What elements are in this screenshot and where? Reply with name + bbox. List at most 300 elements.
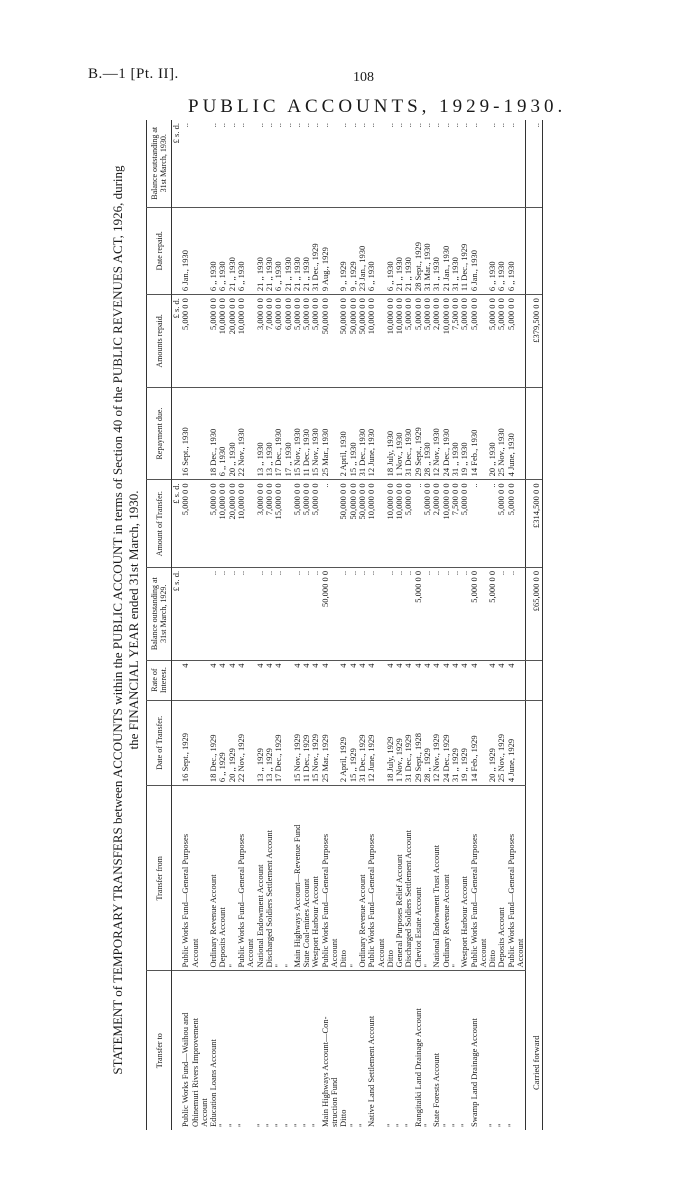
cell-date-of-transfer: 28 ,, 1929: [423, 700, 432, 785]
cell-balance-1929: [516, 567, 526, 660]
cell-date-repaid: 21 ,, 1930: [404, 207, 413, 295]
cell-date-repaid: 31 ,, 1930: [451, 207, 460, 295]
cell-balance-1929: ..: [302, 567, 311, 660]
cell-balance-1929: ..: [451, 567, 460, 660]
cell-transfer-from: Deposits Account: [497, 786, 506, 971]
cell-date-repaid: 6 Jan., 1930: [181, 207, 190, 295]
cell-balance-1929: 50,000 0 0: [321, 567, 330, 660]
cell-date-of-transfer: 22 Nov., 1929: [237, 700, 246, 785]
cell-amount-repaid: 5,000 0 0: [488, 295, 497, 388]
cell-transfer-from: Discharged Soldiers Settlement Account: [265, 786, 274, 971]
cell-amount-repaid: 5,000 0 0: [293, 295, 302, 388]
cell-transfer-from: Ditto: [339, 786, 348, 971]
cell-date-of-transfer: 29 Sept., 1928: [414, 700, 423, 785]
cell-transfer-from: State Coal-mines Account: [302, 786, 311, 971]
cell-date-of-transfer: 17 Dec., 1929: [274, 700, 283, 785]
cell-amount: 50,000 0 0: [349, 480, 358, 568]
cell-date-repaid: 6 ,, 1930: [386, 207, 395, 295]
col-amounts-repaid: Amounts repaid.: [147, 295, 172, 388]
col-balance-1929: Balance outstanding at 31st March, 1929.: [147, 567, 172, 660]
cell-rate: 4: [404, 660, 413, 700]
cell-transfer-to: ": [423, 971, 432, 1130]
carried-forward-repaid: £379,500 0 0: [526, 295, 542, 388]
cell-balance-1930: [516, 120, 526, 207]
cell-balance-1929: ..: [237, 567, 246, 660]
cell-date-repaid: 6 ,, 1930: [209, 207, 218, 295]
cell-rate: 4: [256, 660, 265, 700]
col-repayment-due: Repayment due.: [147, 387, 172, 480]
col-amount-of-transfer: Amount of Transfer.: [147, 480, 172, 568]
cell-transfer-to: [479, 971, 488, 1130]
cell-amount-repaid: 5,000 0 0: [423, 295, 432, 388]
cell-transfer-from: Account: [516, 786, 526, 971]
cell-balance-1929: [200, 567, 209, 660]
cell-amount: [516, 480, 526, 568]
cell-date-of-transfer: 13 ,, 1929: [256, 700, 265, 785]
cell-date-repaid: 6 ,, 1930: [497, 207, 506, 295]
cell-repayment-due: 31 Dec., 1930: [358, 387, 367, 480]
cell-balance-1930: ..: [487, 123, 498, 128]
cell-date-of-transfer: 20 ,, 1929: [488, 700, 497, 785]
cell-transfer-to: ": [395, 971, 404, 1130]
cell-amount-repaid: 7,500 0 0: [451, 295, 460, 388]
cell-rate: 4: [237, 660, 246, 700]
cell-amount: ..: [321, 480, 330, 568]
cell-balance-1929: ..: [404, 567, 413, 660]
cell-repayment-due: 18 July, 1930: [386, 387, 395, 480]
cell-repayment-due: 28 ,, 1930: [423, 387, 432, 480]
cell-balance-1930: ..: [310, 123, 321, 128]
cell-repayment-due: 11 Dec., 1930: [302, 387, 311, 480]
cell-amount: ..: [470, 480, 479, 568]
cell-date-of-transfer: 15 ,, 1929: [349, 700, 358, 785]
cell-balance-1929: ..: [507, 567, 516, 660]
cell-transfer-to: State Forests Account: [432, 971, 441, 1130]
cell-balance-1930: ..: [226, 123, 237, 128]
cell-date-of-transfer: 1 Nov., 1929: [395, 700, 404, 785]
cell-amount: [191, 480, 200, 568]
cell-repayment-due: 2 April, 1930: [339, 387, 348, 480]
cell-balance-1930: ..: [356, 123, 367, 128]
cell-transfer-from: ": [284, 786, 293, 971]
cell-amount-repaid: 5,000 0 0: [507, 295, 516, 388]
page-heading: PUBLIC ACCOUNTS, 1929-1930.: [188, 96, 567, 117]
cell-transfer-from: Ditto: [386, 786, 395, 971]
cell-rate: 4: [339, 660, 348, 700]
table-row: [367, 120, 376, 1130]
cell-date-of-transfer: 31 Dec., 1929: [404, 700, 413, 785]
cell-rate: 4: [507, 660, 516, 700]
cell-amount-repaid: 10,000 0 0: [395, 295, 404, 388]
cell-repayment-due: 13 ,, 1930: [265, 387, 274, 480]
cell-repayment-due: 18 Dec., 1930: [209, 387, 218, 480]
table-row: [191, 120, 200, 1130]
cell-rate: 4: [451, 660, 460, 700]
cell-date-of-transfer: 25 Nov., 1929: [497, 700, 506, 785]
cell-balance-1929: [377, 567, 386, 660]
cell-transfer-from: Public Works Fund—General Purposes: [321, 786, 330, 971]
cell-amount: 5,000 0 0: [423, 480, 432, 568]
page-number: 108: [353, 70, 374, 85]
col-date-of-transfer: Date of Transfer.: [147, 700, 172, 785]
cell-balance-1930: [200, 120, 209, 207]
cell-balance-1929: ..: [423, 567, 432, 660]
cell-amount: 10,000 0 0: [386, 480, 395, 568]
cell-amount-repaid: [516, 295, 526, 388]
cell-transfer-from: Public Works Fund—General Purposes: [181, 786, 190, 971]
cell-repayment-due: 31 ,, 1930: [451, 387, 460, 480]
cell-repayment-due: 29 Sept., 1929: [414, 387, 423, 480]
cell-rate: 4: [218, 660, 227, 700]
col-rate-of-interest: Rate of Interest.: [147, 660, 172, 700]
table-row: [516, 120, 526, 1130]
cell-date-of-transfer: [191, 700, 200, 785]
cell-transfer-to: ": [256, 971, 265, 1130]
cell-balance-1929: ..: [349, 567, 358, 660]
cell-transfer-from: ": [349, 786, 358, 971]
cell-repayment-due: 19 ,, 1930: [460, 387, 469, 480]
cell-date-of-transfer: 6 ,, 1929: [218, 700, 227, 785]
units-label: £ s. d.: [172, 295, 182, 388]
cell-balance-1929: [181, 567, 190, 660]
cell-transfer-to: struction Fund: [330, 971, 339, 1130]
cell-rate: 4: [386, 660, 395, 700]
cell-amount: 5,000 0 0: [209, 480, 218, 568]
cell-repayment-due: 20 ,, 1930: [228, 387, 237, 480]
cell-date-repaid: 6 ,, 1930: [367, 207, 376, 295]
cell-transfer-from: Westport Harbour Account: [460, 786, 469, 971]
cell-date-of-transfer: 2 April, 1929: [339, 700, 348, 785]
cell-date-of-transfer: 11 Dec., 1929: [302, 700, 311, 785]
cell-repayment-due: [516, 387, 526, 480]
cell-transfer-to: ": [358, 971, 367, 1130]
cell-date-of-transfer: 31 Dec., 1929: [358, 700, 367, 785]
cell-balance-1930: ..: [468, 123, 479, 128]
cell-date-of-transfer: 18 July, 1929: [386, 700, 395, 785]
cell-balance-1930: ..: [291, 123, 302, 128]
cell-balance-1930: ..: [431, 123, 442, 128]
cell-balance-1930: ..: [236, 123, 247, 128]
units-label: £ s. d.: [172, 567, 182, 660]
cell-transfer-from: National Endowment Trust Account: [432, 786, 441, 971]
cell-transfer-from: Public Works Fund—General Purposes: [507, 786, 516, 971]
cell-date-repaid: 21 ,, 1930: [395, 207, 404, 295]
cell-date-repaid: 21 Jan., 1930: [442, 207, 451, 295]
cell-repayment-due: 14 Feb., 1930: [470, 387, 479, 480]
cell-date-repaid: 11 Dec., 1929: [460, 207, 469, 295]
cell-repayment-due: 17 Dec., 1930: [274, 387, 283, 480]
cell-rate: 4: [358, 660, 367, 700]
cell-rate: 4: [302, 660, 311, 700]
cell-date-repaid: 21 ,, 1930: [256, 207, 265, 295]
transfers-table: [146, 120, 543, 1130]
cell-balance-1929: ..: [274, 567, 283, 660]
cell-amount-repaid: [191, 295, 200, 388]
cell-date-of-transfer: 18 Dec., 1929: [209, 700, 218, 785]
cell-date-repaid: 9 ,, 1929: [339, 207, 348, 295]
cell-transfer-to: ": [237, 971, 246, 1130]
cell-balance-1930: ..: [254, 123, 265, 128]
cell-amount-repaid: 5,000 0 0: [460, 295, 469, 388]
cell-balance-1930: ..: [496, 123, 507, 128]
cell-amount: 5,000 0 0: [311, 480, 320, 568]
table-row: [470, 120, 479, 1130]
cell-amount: 5,000 0 0: [460, 480, 469, 568]
carried-forward-label: Carried forward: [526, 700, 542, 1130]
table-row: [237, 120, 246, 1130]
cell-balance-1929: ..: [497, 567, 506, 660]
cell-amount-repaid: 5,000 0 0: [414, 295, 423, 388]
statement-title-line1: STATEMENT of TEMPORARY TRANSFERS between ACCOUNTS within the PUBLIC ACCOUNT in terms of Section 40 of the PUBLIC REVENUES ACT, 1926, during: [110, 165, 125, 1075]
cell-transfer-from: Account: [246, 786, 255, 971]
cell-balance-1930: ..: [208, 123, 219, 128]
cell-transfer-from: Ditto: [488, 786, 497, 971]
cell-balance-1930: ..: [449, 123, 460, 128]
cell-balance-1929: [330, 567, 339, 660]
cell-balance-1930: ..: [301, 123, 312, 128]
cell-balance-1930: [191, 120, 200, 207]
cell-date-repaid: 21 ,, 1930: [228, 207, 237, 295]
cell-date-of-transfer: 15 Nov., 1929: [311, 700, 320, 785]
cell-balance-1929: ..: [228, 567, 237, 660]
cell-transfer-to: Account: [200, 971, 209, 1130]
cell-balance-1929: 5,000 0 0: [488, 567, 497, 660]
cell-balance-1930: ..: [217, 123, 228, 128]
cell-transfer-to: ": [265, 971, 274, 1130]
units-label: £ s. d.: [172, 480, 182, 568]
cell-balance-1930: ..: [412, 123, 423, 128]
cell-repayment-due: 22 Nov., 1930: [237, 387, 246, 480]
cell-date-repaid: 21 ,, 1930: [284, 207, 293, 295]
cell-balance-1929: ..: [339, 567, 348, 660]
cell-repayment-due: 1 Nov., 1930: [395, 387, 404, 480]
units-label: £ s. d.: [171, 123, 181, 144]
cell-repayment-due: 15 Nov., 1930: [311, 387, 320, 480]
cell-amount: 10,000 0 0: [218, 480, 227, 568]
cell-repayment-due: 4 June, 1930: [507, 387, 516, 480]
cell-amount-repaid: 7,000 0 0: [265, 295, 274, 388]
cell-transfer-from: National Endowment Account: [256, 786, 265, 971]
cell-transfer-from: Public Works Fund—General Purposes: [237, 786, 246, 971]
cell-date-repaid: 6 ,, 1930: [218, 207, 227, 295]
cell-repayment-due: 17 ,, 1930: [284, 387, 293, 480]
cell-transfer-from: Deposits Account: [218, 786, 227, 971]
cell-date-of-transfer: 25 Mar., 1929: [321, 700, 330, 785]
statement-title: [110, 110, 142, 1130]
cell-amount-repaid: 50,000 0 0: [339, 295, 348, 388]
cell-balance-1929: ..: [395, 567, 404, 660]
cell-amount: 5,000 0 0: [404, 480, 413, 568]
cell-balance-1929: ..: [386, 567, 395, 660]
cell-rate: 4: [321, 660, 330, 700]
cell-amount: 5,000 0 0: [507, 480, 516, 568]
cell-transfer-to: Swamp Land Drainage Account: [470, 971, 479, 1130]
cell-repayment-due: 12 June, 1930: [367, 387, 376, 480]
cell-amount: 15,000 0 0: [274, 480, 283, 568]
cell-date-repaid: 23 Jan., 1930: [358, 207, 367, 295]
cell-amount: 10,000 0 0: [395, 480, 404, 568]
cell-rate: 4: [432, 660, 441, 700]
cell-amount: 5,000 0 0: [302, 480, 311, 568]
cell-rate: 4: [209, 660, 218, 700]
cell-transfer-to: ": [507, 971, 516, 1130]
cell-rate: 4: [442, 660, 451, 700]
cell-amount-repaid: 5,000 0 0: [209, 295, 218, 388]
cell-amount-repaid: 5,000 0 0: [181, 295, 190, 388]
cell-repayment-due: 25 Nov., 1930: [497, 387, 506, 480]
cell-transfer-to: Native Land Settlement Account: [367, 971, 376, 1130]
carried-forward-balance-1930: ..: [526, 120, 542, 207]
cell-transfer-to: ": [404, 971, 413, 1130]
cell-amount: 50,000 0 0: [358, 480, 367, 568]
cell-repayment-due: 25 Mar., 1930: [321, 387, 330, 480]
cell-transfer-to: Ohinemuri Rivers Improvement: [191, 971, 200, 1130]
carried-forward-balance-1929: £65,000 0 0: [526, 567, 542, 660]
cell-date-repaid: 21 ,, 1930: [265, 207, 274, 295]
cell-transfer-from: Ordinary Revenue Account: [209, 786, 218, 971]
cell-amount: 10,000 0 0: [442, 480, 451, 568]
col-date-repaid: Date repaid.: [147, 207, 172, 295]
cell-date-repaid: 6 ,, 1930: [488, 207, 497, 295]
cell-balance-1930: ..: [440, 123, 451, 128]
cell-amount-repaid: 2,000 0 0: [432, 295, 441, 388]
cell-balance-1929: 5,000 0 0: [414, 567, 423, 660]
cell-amount-repaid: 5,000 0 0: [404, 295, 413, 388]
cell-transfer-from: Ordinary Revenue Account: [358, 786, 367, 971]
cell-transfer-from: Public Works Fund—General Purposes: [367, 786, 376, 971]
cell-amount: ..: [414, 480, 423, 568]
cell-date-repaid: 21 ,, 1930: [293, 207, 302, 295]
cell-date-repaid: 6 Jan., 1930: [470, 207, 479, 295]
cell-amount: 3,000 0 0: [256, 480, 265, 568]
cell-balance-1929: [246, 567, 255, 660]
col-balance-1930: Balance outstanding at 31st March, 1930.: [147, 120, 172, 207]
cell-date-repaid: 6 ,, 1930: [237, 207, 246, 295]
cell-rate: [516, 660, 526, 700]
cell-transfer-from: Cheviot Estate Account: [414, 786, 423, 971]
cell-date-of-transfer: 12 June, 1929: [367, 700, 376, 785]
cell-balance-1929: ..: [432, 567, 441, 660]
cell-repayment-due: 20 ,, 1930: [488, 387, 497, 480]
cell-balance-1930: ..: [338, 123, 349, 128]
cell-amount-repaid: 5,000 0 0: [497, 295, 506, 388]
cell-repayment-due: 15 ,, 1930: [349, 387, 358, 480]
cell-date-of-transfer: 12 Nov., 1929: [432, 700, 441, 785]
cell-rate: 4: [414, 660, 423, 700]
cell-transfer-to: ": [302, 971, 311, 1130]
cell-transfer-from: Account: [330, 786, 339, 971]
cell-balance-1930: ..: [403, 123, 414, 128]
cell-transfer-from: ": [423, 786, 432, 971]
cell-repayment-due: 13 ,, 1930: [256, 387, 265, 480]
cell-amount-repaid: 50,000 0 0: [358, 295, 367, 388]
cell-rate: 4: [367, 660, 376, 700]
cell-repayment-due: 31 Dec., 1930: [404, 387, 413, 480]
cell-rate: 4: [423, 660, 432, 700]
cell-amount-repaid: 5,000 0 0: [470, 295, 479, 388]
cell-balance-1930: ..: [505, 123, 516, 128]
cell-date-repaid: 28 Sept., 1929: [414, 207, 423, 295]
cell-date-repaid: 9 ,, 1929: [349, 207, 358, 295]
cell-date-of-transfer: 14 Feb., 1929: [470, 700, 479, 785]
cell-rate: [191, 660, 200, 700]
carried-forward-amount: £314,500 0 0: [526, 480, 542, 568]
cell-date-repaid: 31 ,, 1930: [432, 207, 441, 295]
cell-date-of-transfer: 4 June, 1929: [507, 700, 516, 785]
cell-rate: 4: [293, 660, 302, 700]
cell-transfer-to: ": [284, 971, 293, 1130]
cell-balance-1929: ..: [358, 567, 367, 660]
cell-transfer-to: ": [451, 971, 460, 1130]
cell-amount-repaid: 20,000 0 0: [228, 295, 237, 388]
cell-balance-1930: ..: [263, 123, 274, 128]
cell-repayment-due: 24 Dec., 1930: [442, 387, 451, 480]
cell-date-of-transfer: 16 Sept., 1929: [181, 700, 190, 785]
cell-transfer-to: ": [460, 971, 469, 1130]
cell-balance-1929: 5,000 0 0: [470, 567, 479, 660]
cell-amount-repaid: 10,000 0 0: [386, 295, 395, 388]
cell-balance-1930: ..: [384, 123, 395, 128]
cell-balance-1929: ..: [265, 567, 274, 660]
cell-amount: 7,500 0 0: [451, 480, 460, 568]
cell-rate: 4: [274, 660, 283, 700]
cell-amount-repaid: 5,000 0 0: [311, 295, 320, 388]
cell-balance-1930: [246, 120, 255, 207]
cell-transfer-to: ": [349, 971, 358, 1130]
cell-date-repaid: [516, 207, 526, 295]
col-transfer-to: Transfer to: [147, 971, 172, 1130]
table-header-row: [147, 120, 172, 1130]
cell-balance-1930: [330, 120, 339, 207]
cell-transfer-from: Main Highways Account—Revenue Fund: [293, 786, 302, 971]
cell-amount-repaid: 10,000 0 0: [237, 295, 246, 388]
cell-balance-1929: ..: [311, 567, 320, 660]
cell-amount: 5,000 0 0: [181, 480, 190, 568]
cell-transfer-to: ": [386, 971, 395, 1130]
cell-amount: 10,000 0 0: [237, 480, 246, 568]
cell-amount-repaid: 50,000 0 0: [349, 295, 358, 388]
cell-amount: [479, 480, 488, 568]
cell-balance-1929: ..: [442, 567, 451, 660]
cell-transfer-from: ": [228, 786, 237, 971]
cell-transfer-to: ": [488, 971, 497, 1130]
cell-repayment-due: 16 Sept., 1930: [181, 387, 190, 480]
cell-balance-1930: ..: [319, 123, 330, 128]
cell-date-of-transfer: 31 ,, 1929: [451, 700, 460, 785]
cell-date-repaid: 31 Dec., 1929: [311, 207, 320, 295]
cell-transfer-from: Account: [479, 786, 488, 971]
cell-transfer-from: ": [274, 786, 283, 971]
cell-balance-1929: ..: [256, 567, 265, 660]
cell-date-repaid: 6 ,, 1930: [274, 207, 283, 295]
cell-amount-repaid: 50,000 0 0: [321, 295, 330, 388]
cell-balance-1930: ..: [422, 123, 433, 128]
cell-rate: 4: [395, 660, 404, 700]
cell-date-repaid: 9 Aug., 1929: [321, 207, 330, 295]
cell-date-repaid: 31 Mar., 1930: [423, 207, 432, 295]
cell-date-repaid: [191, 207, 200, 295]
cell-date-of-transfer: 15 Nov., 1929: [293, 700, 302, 785]
cell-balance-1930: ..: [282, 123, 293, 128]
cell-transfer-to: [377, 971, 386, 1130]
cell-transfer-to: Ditto: [339, 971, 348, 1130]
cell-rate: 4: [349, 660, 358, 700]
cell-repayment-due: 6 ,, 1930: [218, 387, 227, 480]
cell-repayment-due: [191, 387, 200, 480]
cell-transfer-to: ": [228, 971, 237, 1130]
cell-date-of-transfer: 19 ,, 1929: [460, 700, 469, 785]
cell-balance-1929: ..: [218, 567, 227, 660]
